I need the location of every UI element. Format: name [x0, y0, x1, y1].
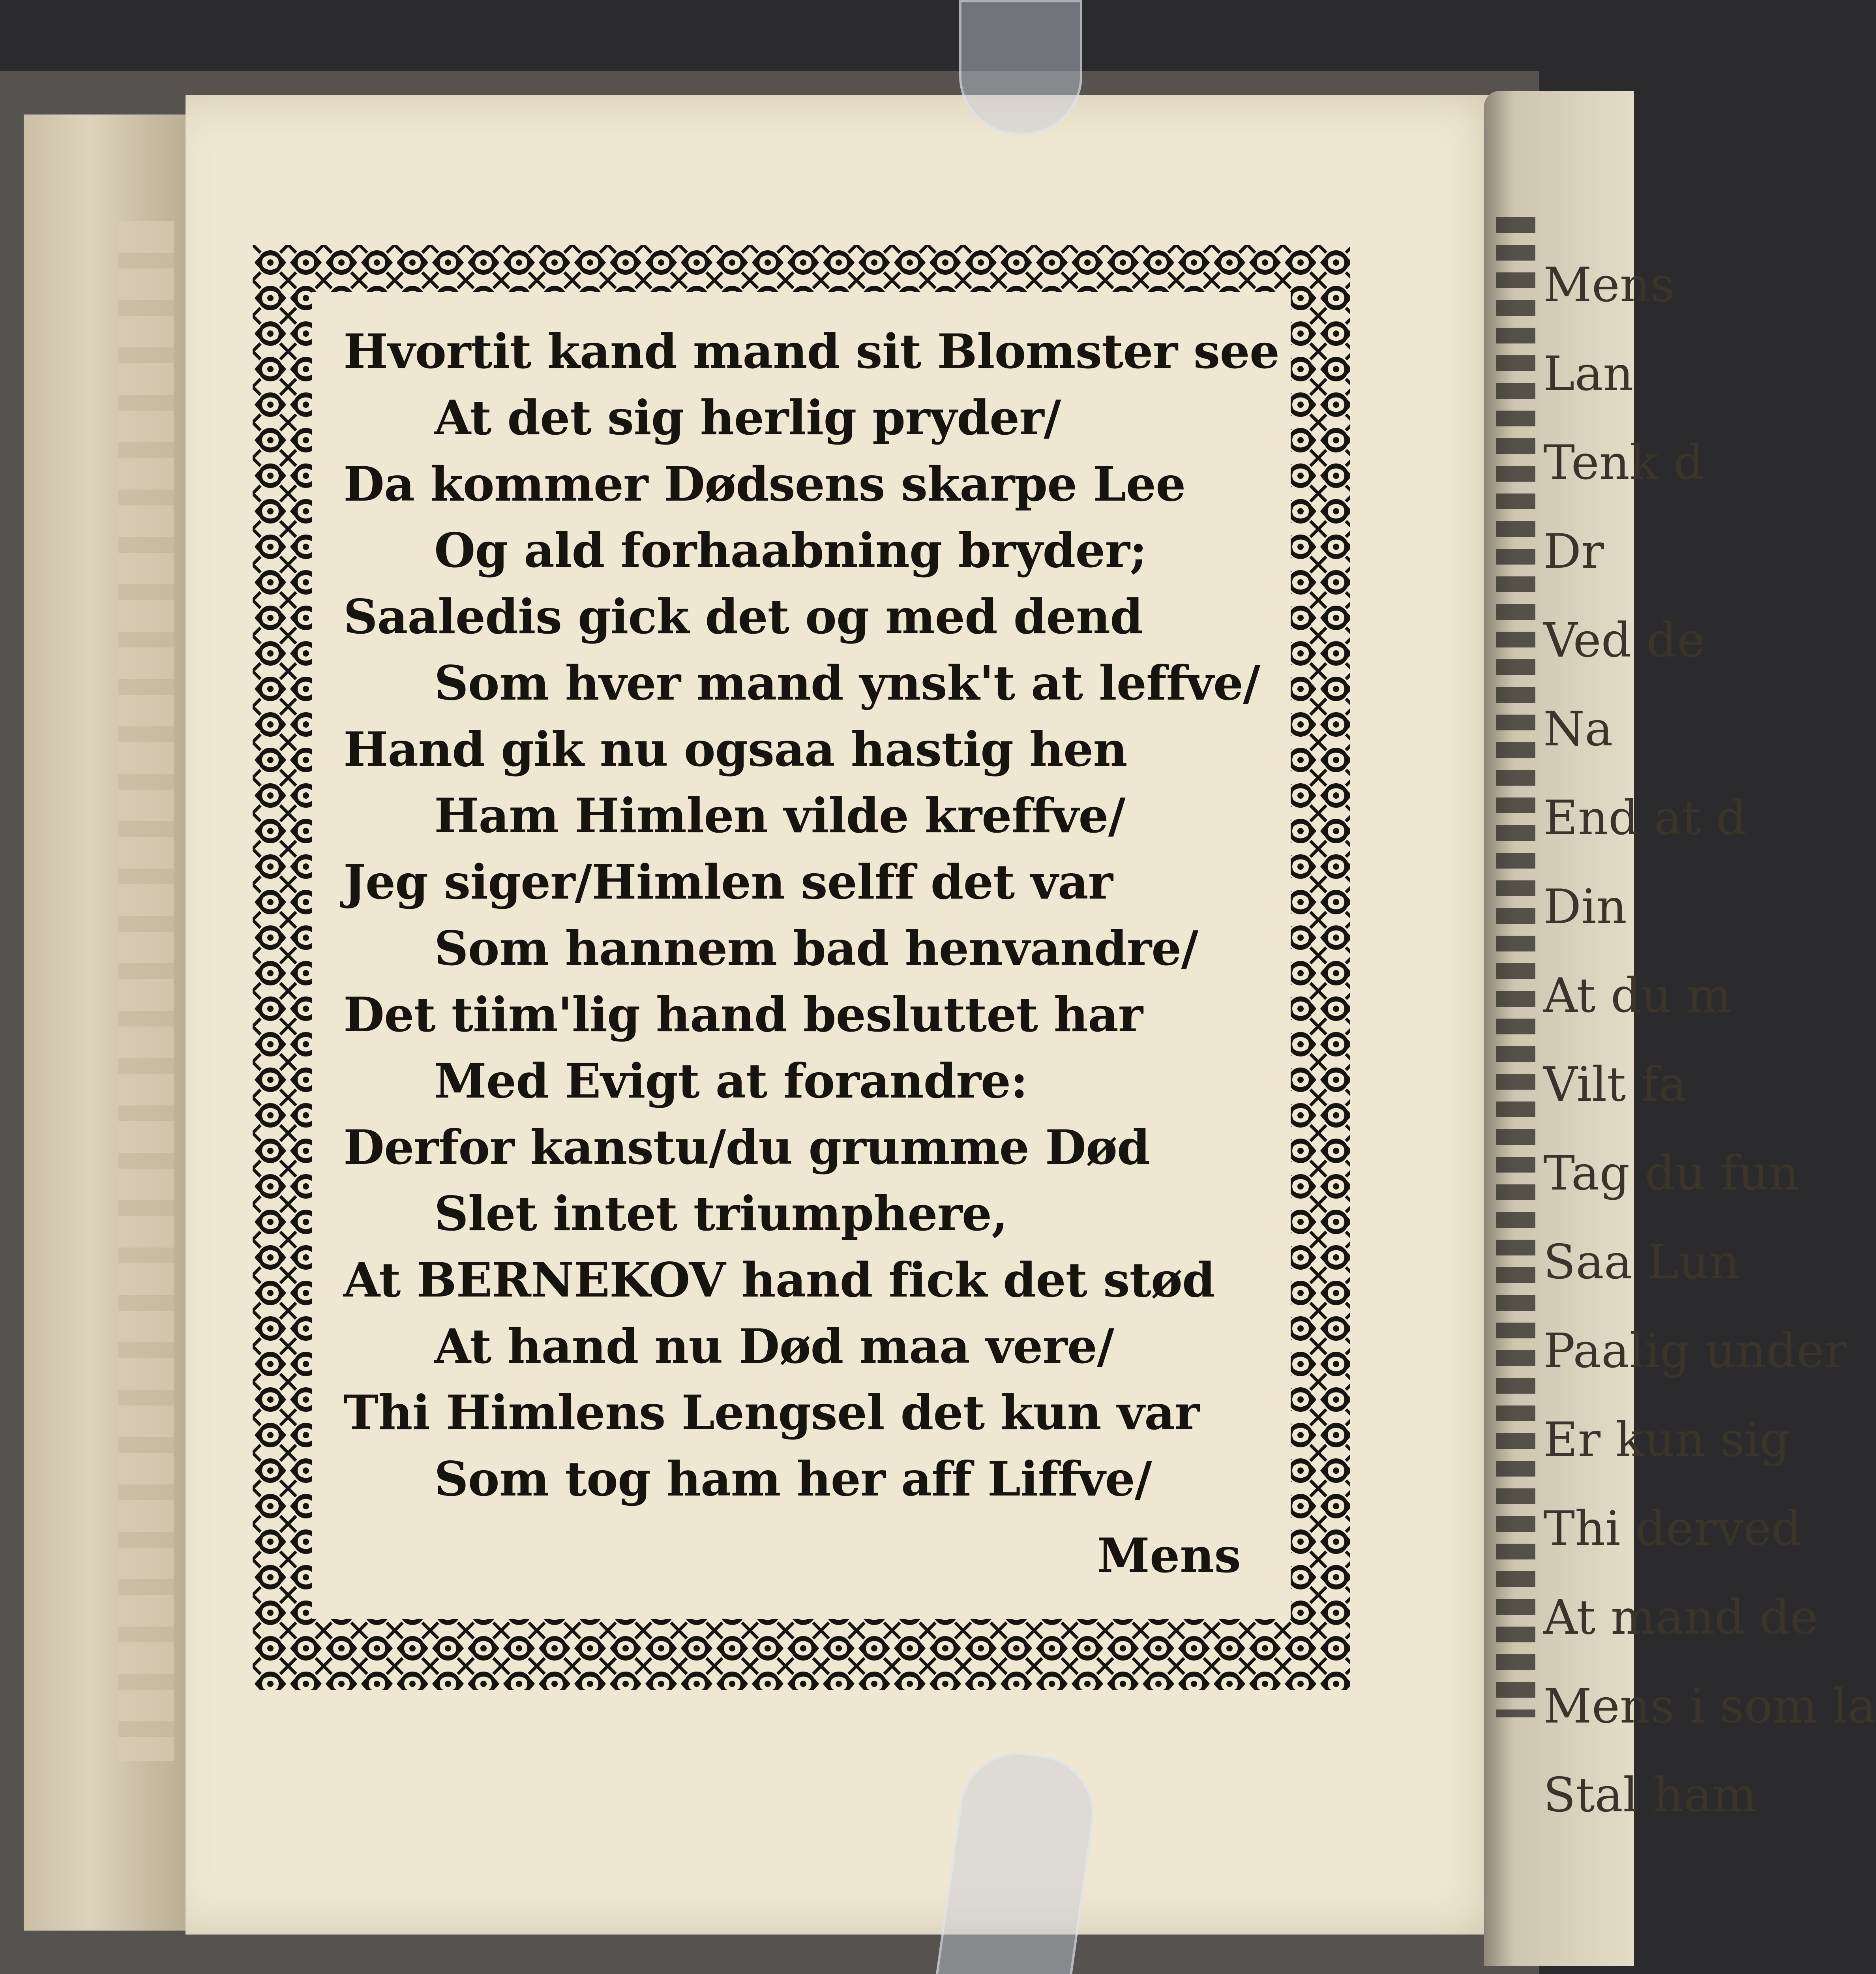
catchword: Mens: [1097, 1528, 1241, 1584]
poem-line: Som hver mand ynsk't at leffve/: [434, 655, 1260, 711]
facing-page-line: Paalig under: [1543, 1324, 1847, 1379]
facing-page-line: Dr: [1543, 524, 1604, 579]
poem-line: Jeg siger/Himlen selff det var: [343, 854, 1113, 910]
poem-line: At BERNEKOV hand fick det stød: [343, 1252, 1215, 1308]
poem-line: Som hannem bad henvandre/: [434, 921, 1198, 976]
facing-page-line: Tag du fun: [1543, 1146, 1799, 1201]
facing-page-line: Er kun sig: [1543, 1413, 1790, 1467]
poem-line: Thi Himlens Lengsel det kun var: [343, 1385, 1199, 1441]
facing-page-line: Lan: [1543, 347, 1634, 402]
facing-page-line: At mand de: [1543, 1590, 1818, 1645]
facing-page-text: [1543, 241, 1876, 1840]
facing-page-border: [1496, 217, 1535, 1717]
facing-page-line: Mens: [1543, 258, 1675, 313]
facing-page-line: Stal ham: [1543, 1768, 1757, 1823]
page-edge-bleed: [118, 221, 174, 1761]
poem-line: Hand gik nu ogsaa hastig hen: [343, 722, 1127, 777]
poem-line: At det sig herlig pryder/: [434, 390, 1061, 446]
facing-page-line: End at d: [1543, 791, 1747, 846]
facing-page-line: Saa Lun: [1543, 1235, 1740, 1290]
facing-page-line: Na: [1543, 702, 1613, 757]
poem-line: Og ald forhaabning bryder;: [434, 523, 1147, 578]
poem-line: At hand nu Død maa vere/: [434, 1319, 1114, 1374]
book-page-right: [1484, 91, 1876, 1966]
facing-page-line: Thi derved: [1543, 1501, 1802, 1556]
facing-page-line: Din: [1543, 880, 1627, 934]
facing-page-line: Ved de: [1543, 613, 1705, 668]
poem-line: Hvortit kand mand sit Blomster see: [343, 324, 1280, 379]
poem-line: Derfor kanstu/du grumme Død: [343, 1120, 1150, 1175]
poem-line: Som tog ham her aff Liffve/: [434, 1451, 1152, 1507]
book-clip-top: [959, 0, 1082, 135]
facing-page-line: Mens i som la: [1543, 1679, 1876, 1734]
poem-line: Da kommer Dødsens skarpe Lee: [343, 456, 1186, 512]
facing-page-line: At du m: [1543, 968, 1732, 1023]
poem-line: Ham Himlen vilde kreffve/: [434, 788, 1125, 844]
facing-page-line: Vilt fa: [1543, 1057, 1687, 1112]
facing-page-line: Tenk d: [1543, 435, 1704, 490]
poem-line: Saaledis gick det og med dend: [343, 589, 1143, 645]
poem-line: Det tiim'lig hand besluttet har: [343, 987, 1143, 1043]
poem-line: Med Evigt at forandre:: [434, 1053, 1028, 1109]
poem-line: Slet intet triumphere,: [434, 1186, 1008, 1242]
